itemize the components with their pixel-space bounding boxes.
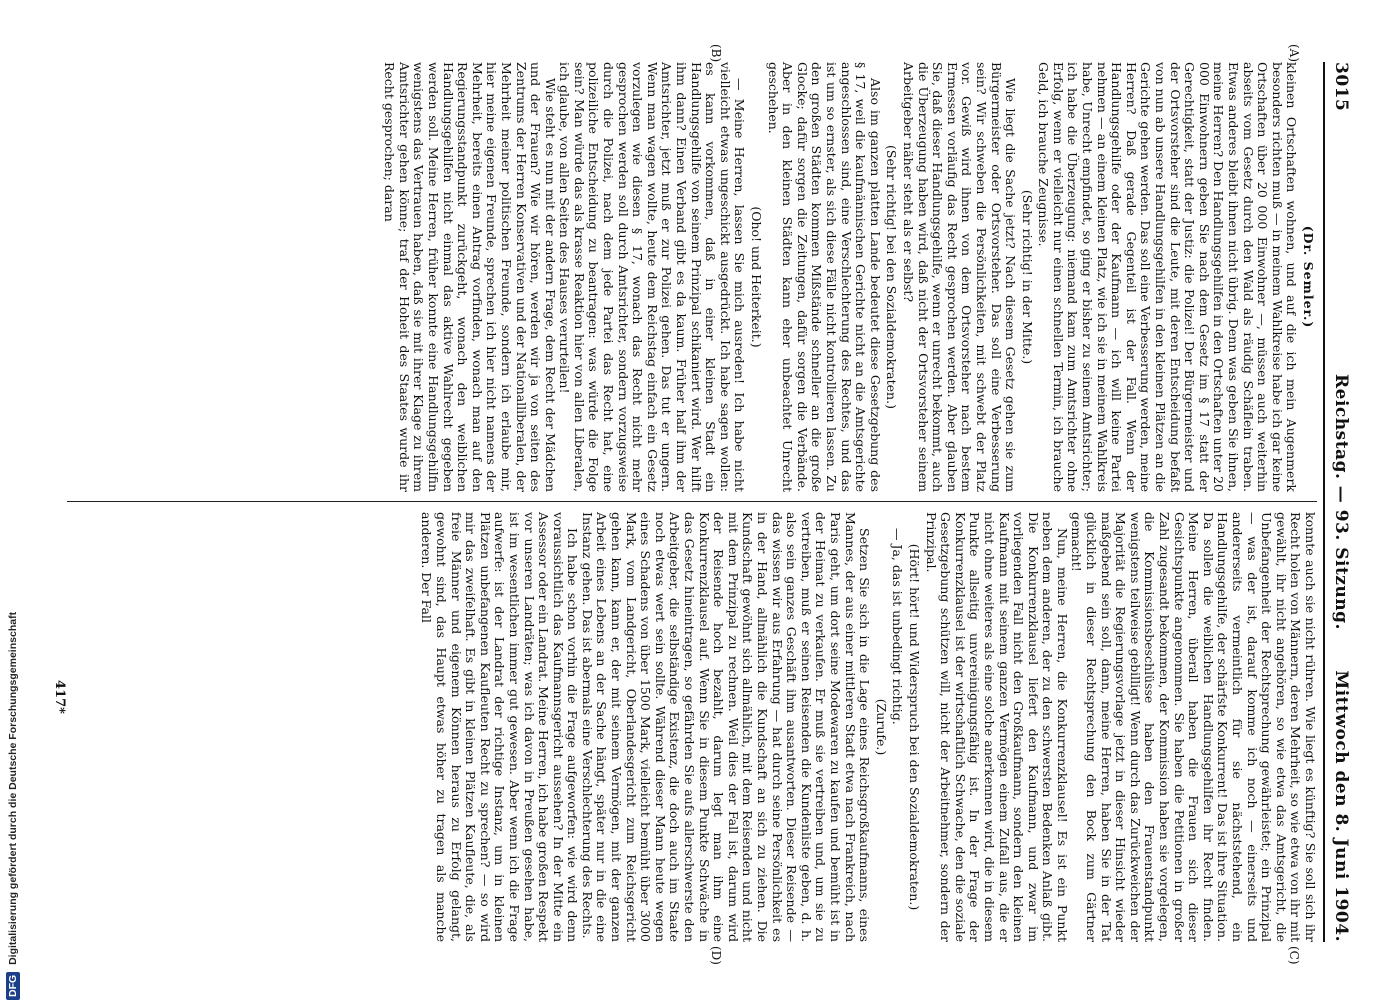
interjection: (Hört! hört! und Widerspruch bei den Sozialdemokraten.) <box>906 543 922 911</box>
column-divider <box>67 501 1317 502</box>
page-number: 3015 <box>1331 62 1351 112</box>
interjection: (Zurufe.) <box>873 698 889 756</box>
left-column <box>382 62 1317 492</box>
interjection: (Sehr richtig! bei den Sozialdemokraten.) <box>884 145 900 409</box>
paragraph: Also im ganzen platten Lande bedeutet diese Gesetzgebung des § 17, weil die kaufmännischen Gerichte nicht an die Amtsgerichte angeschlossen sind, eine Verschlechterung des Rechtes, und das ist um so ernster, als sich diese Fälle nicht kontrollieren lassen. Zu den großen Städten kommen Mißstände schneller an die große Glocke; dafür sorgen die Zeitungen, dafür sorgen die Verbände. Aber in den kleinen Städten kann eher unbeachtet Unrecht geschehen. <box>765 62 883 492</box>
margin-mark-d: (D) <box>709 946 723 965</box>
paragraph: — Ja, das ist unbedingt richtig. <box>890 528 906 725</box>
page-title: Reichstag. — 93. Sitzung. <box>1331 374 1351 630</box>
session-date: Mittwoch den 8. Juni 1904. <box>1331 670 1351 942</box>
credit-text: Digitalisierung gefördert durch die Deutsche Forschungsgemeinschaft <box>7 611 19 965</box>
interjection: (Oho! und Heiterkeit.) <box>749 206 765 348</box>
header-rule <box>1323 62 1325 942</box>
paragraph: Wie steht es nun mit der andern Frage, dem Recht der Mädchen und der Frauen? Wie wir hören, werden wir ja von seiten des Zentrums der Herren Konservativen und der Nationalliberalen, der Mehrheit meiner politischen Freunde, sondern ich erlaube mir, hier meine eigenen Freunde, sprechen ich hier nicht namens der Mehrheit, bereits einen Antrag vorfinden, wonach man auf den Regierungsstandpunkt zurückgeht, wonach den weiblichen Handlungsgehilfen nicht einmal das aktive Wahlrecht gegeben werden soll. Meine Herren, früher konnte eine Handlungsgehilfin wenigstens das Vertrauen haben, daß sie mit ihrer Klage zu ihrem Amtsrichter gehen könne; traf der Hoheit des Staates wurde ihr Recht gesprochen; daran <box>382 62 558 492</box>
speaker-label: (Dr. Semler.) <box>1301 225 1316 329</box>
footer-signature: 417* <box>52 680 67 714</box>
paragraph: Nun, meine Herren, die Konkurrenzklausel! Es ist ein Punkt neben dem anderen, der zu den schwersten Bedenken Anlaß gibt. Die Konkurrenzklausel liefert den Kaufmann, und zwar im vorliegenden Fall nicht den Großkaufmann, sondern den kleinen Kaufmann mit seinem ganzen Vermögen einem Zufall aus, die er nicht ohne weiteres als eine solche anerkennen wird, die in diesem Punkte allseitig unvereinigungsfähig ist. In der Frage der Konkurrenzklausel ist der wirtschaftlich Schwache, den die soziale Gesetzgebung schützen will, nicht der Arbeitnehmer, sondern der Prinzipal. <box>923 512 1070 942</box>
margin-mark-c: (C) <box>1287 946 1301 965</box>
paragraph: Setzen Sie sich in die Lage eines Reichsgroßkaufmanns, eines Mannes, der aus einer mittleren Stadt etwa nach Frankreich, nach Paris geht, um dort seine Modewaren zu kaufen und bemüht ist in der Heimat zu verkaufen. Er muß sie vertreiben und, um sie zu vertreiben, muß er seinen Reisenden die Kundenliste geben, d. h. also sein ganzes Geschäft ihm ausantworten. Dieser Reisende — das wissen wir aus Erfahrung — hat durch seine Persönlichkeit es in der Hand, allmählich die Kundschaft an sich zu ziehen. Die Kundschaft gewöhnt sich allmählich, mit dem Reisenden und nicht mit dem Prinzipal zu rechnen. Weil dies der Fall ist, darum wird der Reisende hoch bezahlt, darum legt man ihm eine Konkurrenzklausel auf. Wenn Sie in diesem Punkte Schwäche in das Gesetz hineintragen, so gefährden Sie aufs allerschwerste den Arbeitgeber, die selbständige Existenz, die doch auch im Staate noch etwas wert sein sollte. Während dieser Mann heute wegen eines Schadens von über 1500 Mark, vielleicht bemüht über 3000 Mark, vom Landgericht, Oberlandesgericht zum Reichsgericht gehen kann, kann er, der mit seinem Vermögen, mit der ganzen Arbeit eines Lebens an der Sache hängt, später nur in die eine Instanz gehen. Das ist abermals eine Verschlechterung des Rechts. <box>579 512 873 942</box>
dfg-logo-icon: DFG <box>6 972 20 1000</box>
paragraph: Wie liegt die Sache jetzt? Nach diesem Gesetz gehen sie zum Bürgermeister oder Ortsvorsteher. Das soll eine Verbesserung sein? Wir schweben die Persönlichkeiten, mit schwebt der Platz vor. Gewiß wird ihnen von dem Ortsvorsteher nach bestem Ermessen vorläufig das Recht gesprochen werden. Aber glauben Sie, daß dieser Handlungsgehilfe, wenn er unrecht bekommt, auch die Überzeugung haben wird, daß nicht der Ortsvorsteher seinem Arbeitgeber näher steht als er selbst? <box>900 62 1019 492</box>
page-header <box>1323 62 1357 942</box>
right-column <box>419 512 1317 942</box>
paragraph: konnte auch sie nicht rühren. Wie liegt es künftig? Sie soll sich ihr Recht holen von Männern, deren Mehrheit, so wie etwa von ihr mit gewählt, ihr nicht angehören, so wie etwa das Amtsgericht, die Unbefangenheit der Rechtsprechung gewährleistet; ein Prinzipal — was der ist, darauf komme ich noch — einerseits und andererseits vermeintlich für sie nächststehend, ein Handlungsgehilfe, der schärfste Konkurrent! Das ist ihre Situation. Da sollen die weiblichen Handlungsgehilfen ihr Recht finden. Meine Herren, überall haben die Frauen sich dieser Gesichtspunkte angenommen. Sie haben die Petitionen in großer Zahl zugesandt bekommen, der Kommission haben sie vorgelegen, die Kommissionsbeschlüsse haben den Frauenstandpunkt wenigstens teilweise gebilligt! Wenn durch das Zurückweichen der Majorität die Regierungsvorlage jetzt in dieser Hinsicht wieder maßgebend sein soll, dann, meine Herren, haben Sie in der Tat glücklich in dieser Rechtsprechung den Bock zum Gärtner gemacht! <box>1069 512 1318 942</box>
paragraph: — Meine Herren, lassen Sie mich ausreden! Ich habe nicht vielleicht etwas ungeschickt ausgedrückt. Ich habe sagen wollen: es kann vorkommen, daß in einer kleinen Stadt ein Handlungsgehilfe von seinem Prinzipal schikaniert wird. Wer hilft ihm dann? Einen Verband gibt es da kaum. Früher half ihm der Amtsrichter, jetzt muß er zur Polizei gehen. Das tut er ungern. Wenn man wagen wollte, heute dem Reichstag einfach ein Gesetz vorzulegen wie diesen § 17, wonach das Recht nicht mehr gesprochen werden soll durch Amtsrichter, sondern vorzugsweise durch die Polizei, nach dem jede Partei das Recht hat, eine polizeiliche Entscheidung zu beantragen: was würde die Folge sein? Man würde das als krasse Reaktion hier von allen Liberalen, ich glaube, von allen Seiten des Hauses verurteilen! <box>557 62 748 492</box>
digitization-credit <box>6 0 24 1000</box>
paragraph: Ich habe schon vorhin die Frage aufgeworfen: wie wird denn voraussichtlich das Kaufmannsgericht aussehen? In der Mitte ein Assessor oder ein Landrat. Meine Herren, ich habe großen Respekt vor unseren Landräten; was ich davon in Preußen gesehen habe, ist im wesentlichen immer gut gewesen. Aber wenn ich die Frage aufwerfe: ist der Landrat der richtige Instanz, um in kleinen Plätzen unbefangenen Kaufleuten Recht zu sprechen? — so wird mir das zweifelhaft. Es gibt in kleinen Plätzen Kaufleute, die, als freie Männer und eigenem Können heraus zu Erfolg gelangt, gewohnt sind, das Haupt etwas höher zu tragen als manche anderen. Der Fall <box>419 512 581 942</box>
margin-mark-a: (A) <box>1287 44 1301 63</box>
margin-mark-b: (B) <box>709 44 723 63</box>
paragraph: kleinen Ortschaften wohnen, und auf die ich mein Augenmerk besonders richten muß — in meinem Wahlkreise habe ich gar keine Ortschaften über 20 000 Einwohner —, müssen auch weiterhin abseits vom Gesetz durch den Wald als räudig Schäflein traben. Etwas anderes bleibt ihnen nicht übrig. Denn was geben Sie ihnen, meine Herren? Den Handlungsgehilfen in den Ortschaften unter 20 000 Einwohnern geben Sie nach dem Gesetz im § 17 statt der Gerechtigkeit, statt der Justiz: die Polizei! Der Bürgermeister und der Ortsvorsteher sind die Leute, mit deren Entscheidung befaßt von nun ab unsere Handlungsgehilfen in den kleinen Plätzen an die Gerichte gehen werden. Das soll eine Verbesserung werden, meine Herren? Daß gerade Gegenteil ist der Fall. Wenn der Handlungsgehilfe oder der Kaufmann — ich will keine Partei nehmen — an einem kleinen Platz, wie ich sie in meinem Wahlkreis habe, Unrecht empfindet, so ging er bisher zu seinem Amtsrichter; ich habe die Überzeugung: niemand kam zum Amtsrichter ohne Erfolg, wenn er vielleicht nur einen schnellen Termin, ich brauche Geld, ich brauche Zeugnisse. <box>1036 62 1300 492</box>
interjection: (Sehr richtig! in der Mitte.) <box>1019 189 1035 365</box>
